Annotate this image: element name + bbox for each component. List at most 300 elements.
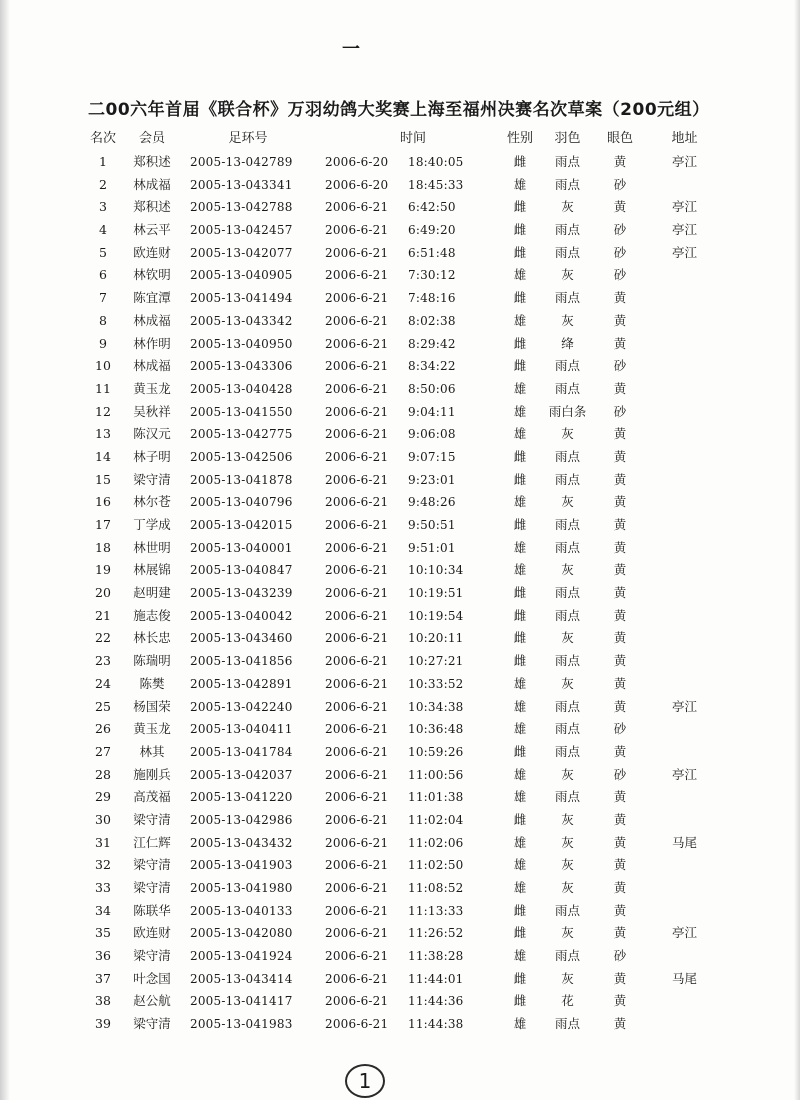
cell-clock: 9:06:08 bbox=[408, 427, 456, 442]
table-row bbox=[0, 786, 800, 809]
cell-ring: 2005-13-040847 bbox=[190, 563, 293, 578]
cell-clock: 11:26:52 bbox=[408, 926, 464, 941]
table-row bbox=[0, 922, 800, 945]
cell-sex: 雄 bbox=[513, 834, 527, 850]
table-row bbox=[0, 1013, 800, 1036]
cell-feather: 花 bbox=[561, 993, 574, 1009]
cell-rank: 33 bbox=[95, 880, 111, 895]
cell-feather: 灰 bbox=[561, 312, 574, 328]
cell-address: 亭江 bbox=[671, 766, 697, 782]
cell-date: 2006-6-21 bbox=[325, 676, 389, 691]
cell-eye: 黄 bbox=[613, 857, 627, 873]
cell-ring: 2005-13-040796 bbox=[190, 495, 293, 510]
footer-page-number: 1 bbox=[345, 1064, 385, 1098]
table-row bbox=[0, 696, 800, 719]
cell-rank: 1 bbox=[99, 154, 107, 169]
cell-feather: 灰 bbox=[561, 267, 574, 283]
cell-sex: 雄 bbox=[513, 789, 527, 805]
cell-eye: 黄 bbox=[613, 539, 627, 555]
cell-sex: 雌 bbox=[513, 290, 527, 306]
cell-feather: 雨点 bbox=[554, 448, 580, 464]
header-eye: 眼色 bbox=[606, 131, 633, 146]
cell-rank: 14 bbox=[95, 448, 111, 464]
cell-clock: 10:19:51 bbox=[408, 586, 464, 601]
cell-date: 2006-6-21 bbox=[325, 336, 389, 351]
cell-member: 江仁辉 bbox=[133, 834, 171, 850]
cell-date: 2006-6-21 bbox=[325, 903, 389, 918]
cell-sex: 雄 bbox=[513, 948, 527, 964]
cell-ring: 2005-13-042015 bbox=[190, 518, 293, 532]
cell-eye: 砂 bbox=[613, 222, 627, 238]
cell-clock: 11:44:36 bbox=[408, 994, 464, 1009]
cell-feather: 灰 bbox=[561, 426, 574, 442]
header-time: 时间 bbox=[399, 131, 426, 146]
cell-address: 马尾 bbox=[671, 970, 697, 986]
cell-eye: 砂 bbox=[613, 358, 627, 374]
cell-eye: 黄 bbox=[613, 517, 627, 532]
cell-member: 林其 bbox=[139, 743, 165, 759]
cell-eye: 黄 bbox=[613, 380, 627, 396]
cell-rank: 17 bbox=[95, 517, 111, 532]
cell-feather: 雨点 bbox=[554, 358, 580, 374]
cell-sex: 雄 bbox=[513, 380, 527, 396]
cell-member: 叶念国 bbox=[133, 970, 171, 986]
table-row bbox=[0, 650, 800, 673]
cell-ring: 2005-13-040001 bbox=[190, 540, 293, 555]
cell-eye: 黄 bbox=[613, 448, 627, 464]
cell-clock: 10:19:54 bbox=[408, 608, 464, 623]
cell-sex: 雌 bbox=[513, 335, 527, 351]
cell-feather: 雨点 bbox=[554, 698, 580, 714]
cell-clock: 8:02:38 bbox=[408, 313, 456, 328]
cell-ring: 2005-13-042775 bbox=[190, 427, 293, 442]
cell-feather: 灰 bbox=[561, 880, 574, 895]
cell-clock: 11:13:33 bbox=[408, 903, 464, 918]
cell-date: 2006-6-21 bbox=[325, 518, 389, 532]
cell-eye: 砂 bbox=[613, 403, 627, 419]
cell-date: 2006-6-21 bbox=[325, 404, 389, 419]
cell-ring: 2005-13-042240 bbox=[190, 699, 293, 714]
cell-ring: 2005-13-040950 bbox=[190, 336, 293, 351]
cell-feather: 雨点 bbox=[554, 154, 580, 169]
cell-ring: 2005-13-040133 bbox=[190, 903, 293, 918]
cell-sex: 雄 bbox=[513, 766, 527, 782]
cell-rank: 31 bbox=[95, 834, 111, 850]
cell-rank: 30 bbox=[95, 811, 111, 827]
cell-clock: 9:07:15 bbox=[408, 449, 456, 464]
cell-eye: 黄 bbox=[613, 426, 627, 442]
cell-date: 2006-6-21 bbox=[325, 608, 389, 623]
cell-eye: 砂 bbox=[613, 267, 627, 283]
cell-feather: 雨点 bbox=[554, 244, 580, 260]
cell-sex: 雌 bbox=[513, 585, 527, 601]
cell-feather: 灰 bbox=[561, 562, 574, 578]
cell-ring: 2005-13-041220 bbox=[190, 790, 293, 805]
cell-rank: 2 bbox=[99, 176, 107, 192]
cell-address: 亭江 bbox=[671, 154, 697, 169]
cell-eye: 黄 bbox=[613, 970, 627, 986]
cell-sex: 雄 bbox=[513, 675, 527, 691]
cell-rank: 37 bbox=[95, 970, 111, 986]
cell-address: 亭江 bbox=[671, 199, 697, 215]
cell-eye: 黄 bbox=[613, 312, 627, 328]
cell-rank: 38 bbox=[95, 993, 111, 1009]
cell-member: 林成福 bbox=[133, 358, 171, 374]
cell-date: 2006-6-21 bbox=[325, 495, 389, 510]
cell-rank: 10 bbox=[95, 358, 111, 374]
cell-eye: 黄 bbox=[613, 698, 627, 714]
cell-clock: 11:44:01 bbox=[408, 971, 464, 986]
cell-member: 黄玉龙 bbox=[133, 721, 171, 737]
cell-feather: 雨点 bbox=[554, 290, 580, 306]
cell-member: 林展锦 bbox=[133, 562, 171, 578]
cell-date: 2006-6-21 bbox=[325, 540, 389, 555]
header-rank: 名次 bbox=[89, 131, 116, 146]
cell-ring: 2005-13-043306 bbox=[190, 359, 293, 374]
cell-date: 2006-6-21 bbox=[325, 812, 389, 827]
cell-feather: 雨点 bbox=[554, 517, 580, 532]
table-row bbox=[0, 854, 800, 877]
cell-eye: 黄 bbox=[613, 743, 627, 759]
table-row bbox=[0, 423, 800, 446]
cell-date: 2006-6-21 bbox=[325, 767, 389, 782]
cell-rank: 25 bbox=[95, 698, 111, 714]
cell-rank: 8 bbox=[99, 312, 107, 328]
cell-date: 2006-6-21 bbox=[325, 381, 389, 396]
cell-clock: 11:38:28 bbox=[408, 949, 464, 964]
cell-rank: 29 bbox=[95, 789, 111, 805]
cell-eye: 黄 bbox=[613, 199, 627, 215]
cell-sex: 雌 bbox=[513, 222, 527, 238]
cell-member: 梁守清 bbox=[133, 811, 171, 827]
table-row bbox=[0, 151, 800, 174]
cell-eye: 黄 bbox=[613, 789, 627, 805]
cell-clock: 10:59:26 bbox=[408, 744, 464, 759]
cell-date: 2006-6-21 bbox=[325, 858, 389, 873]
cell-ring: 2005-13-043342 bbox=[190, 313, 293, 328]
cell-member: 欧连财 bbox=[133, 925, 171, 941]
cell-eye: 黄 bbox=[613, 675, 627, 691]
cell-feather: 雨点 bbox=[554, 948, 580, 964]
cell-ring: 2005-13-040411 bbox=[190, 722, 293, 737]
cell-date: 2006-6-21 bbox=[325, 586, 389, 601]
cell-eye: 黄 bbox=[613, 630, 627, 646]
cell-rank: 26 bbox=[95, 721, 111, 737]
cell-ring: 2005-13-041784 bbox=[190, 744, 293, 759]
cell-member: 陈瑞明 bbox=[133, 653, 171, 669]
cell-clock: 18:45:33 bbox=[408, 177, 464, 192]
cell-clock: 6:51:48 bbox=[408, 245, 456, 260]
cell-date: 2006-6-21 bbox=[325, 654, 389, 669]
cell-eye: 砂 bbox=[613, 721, 627, 737]
cell-clock: 7:30:12 bbox=[408, 268, 456, 283]
cell-ring: 2005-13-043432 bbox=[190, 835, 293, 850]
cell-sex: 雌 bbox=[513, 811, 527, 827]
cell-ring: 2005-13-042789 bbox=[190, 155, 293, 169]
cell-clock: 11:01:38 bbox=[408, 790, 464, 805]
cell-date: 2006-6-21 bbox=[325, 881, 389, 895]
cell-clock: 10:27:21 bbox=[408, 654, 464, 669]
cell-date: 2006-6-21 bbox=[325, 313, 389, 328]
cell-member: 陈联华 bbox=[133, 902, 171, 918]
cell-date: 2006-6-20 bbox=[325, 155, 389, 169]
cell-member: 吴秋祥 bbox=[133, 403, 171, 419]
cell-sex: 雄 bbox=[513, 857, 527, 873]
cell-sex: 雄 bbox=[513, 176, 527, 192]
cell-clock: 6:49:20 bbox=[408, 223, 456, 238]
cell-feather: 灰 bbox=[561, 857, 574, 873]
cell-eye: 黄 bbox=[613, 811, 627, 827]
cell-eye: 黄 bbox=[613, 154, 627, 169]
table-row bbox=[0, 537, 800, 560]
cell-eye: 黄 bbox=[613, 471, 627, 487]
cell-ring: 2005-13-041856 bbox=[190, 654, 293, 669]
cell-eye: 黄 bbox=[613, 607, 627, 623]
cell-address: 亭江 bbox=[671, 698, 697, 714]
cell-rank: 9 bbox=[99, 335, 107, 351]
cell-clock: 9:51:01 bbox=[408, 540, 456, 555]
cell-rank: 35 bbox=[95, 925, 111, 941]
cell-clock: 10:10:34 bbox=[408, 563, 464, 578]
cell-feather: 雨点 bbox=[554, 902, 580, 918]
header-member: 会员 bbox=[138, 131, 165, 146]
cell-eye: 砂 bbox=[613, 176, 627, 192]
cell-sex: 雌 bbox=[513, 743, 527, 759]
cell-sex: 雌 bbox=[513, 653, 527, 669]
cell-clock: 11:00:56 bbox=[408, 767, 464, 782]
cell-member: 杨国荣 bbox=[133, 698, 171, 714]
page-number: 一 bbox=[342, 39, 358, 60]
cell-clock: 9:04:11 bbox=[408, 404, 456, 419]
cell-eye: 砂 bbox=[613, 948, 627, 964]
table-row bbox=[0, 242, 800, 265]
cell-member: 林世明 bbox=[133, 539, 171, 555]
cell-sex: 雌 bbox=[513, 358, 527, 374]
cell-eye: 黄 bbox=[613, 585, 627, 601]
cell-sex: 雄 bbox=[513, 721, 527, 737]
cell-sex: 雌 bbox=[513, 630, 527, 646]
table-row bbox=[0, 559, 800, 582]
cell-eye: 黄 bbox=[613, 335, 627, 351]
table-row bbox=[0, 741, 800, 764]
cell-sex: 雄 bbox=[513, 494, 527, 510]
cell-ring: 2005-13-042077 bbox=[190, 245, 293, 260]
cell-sex: 雄 bbox=[513, 880, 527, 895]
cell-eye: 黄 bbox=[613, 494, 627, 510]
cell-address: 亭江 bbox=[671, 222, 697, 238]
cell-ring: 2005-13-042986 bbox=[190, 812, 293, 827]
cell-member: 梁守清 bbox=[133, 857, 171, 873]
table-header bbox=[0, 127, 800, 149]
cell-clock: 9:48:26 bbox=[408, 495, 456, 510]
cell-member: 郑积述 bbox=[133, 154, 171, 169]
cell-clock: 8:29:42 bbox=[408, 336, 456, 351]
cell-ring: 2005-13-041494 bbox=[190, 291, 293, 306]
cell-member: 陈汉元 bbox=[133, 426, 171, 442]
document-title: 二00六年首届《联合杯》万羽幼鸽大奖赛上海至福州决赛名次草案（200元组） bbox=[88, 100, 710, 120]
cell-clock: 11:02:06 bbox=[408, 835, 464, 850]
header-address: 地址 bbox=[671, 131, 698, 146]
cell-rank: 36 bbox=[95, 948, 111, 964]
cell-clock: 8:50:06 bbox=[408, 381, 456, 396]
cell-date: 2006-6-21 bbox=[325, 949, 389, 964]
cell-address: 马尾 bbox=[671, 834, 697, 850]
cell-clock: 6:42:50 bbox=[408, 200, 456, 215]
cell-ring: 2005-13-042891 bbox=[190, 676, 293, 691]
cell-feather: 雨点 bbox=[554, 585, 580, 601]
table-row bbox=[0, 469, 800, 492]
cell-member: 郑积述 bbox=[133, 199, 171, 215]
cell-rank: 23 bbox=[95, 653, 111, 669]
cell-sex: 雌 bbox=[513, 993, 527, 1009]
table-row bbox=[0, 264, 800, 287]
cell-ring: 2005-13-040428 bbox=[190, 381, 293, 396]
header-sex: 性别 bbox=[506, 131, 533, 146]
cell-feather: 灰 bbox=[561, 970, 574, 986]
cell-date: 2006-6-21 bbox=[325, 790, 389, 805]
cell-feather: 雨点 bbox=[554, 471, 580, 487]
cell-clock: 11:08:52 bbox=[408, 881, 464, 895]
cell-feather: 灰 bbox=[561, 834, 574, 850]
cell-rank: 32 bbox=[95, 857, 111, 873]
cell-clock: 10:20:11 bbox=[408, 631, 464, 646]
table-row bbox=[0, 627, 800, 650]
cell-feather: 灰 bbox=[561, 675, 574, 691]
cell-ring: 2005-13-041417 bbox=[190, 994, 293, 1009]
table-row bbox=[0, 333, 800, 356]
cell-date: 2006-6-21 bbox=[325, 200, 389, 215]
cell-feather: 雨点 bbox=[554, 607, 580, 623]
cell-member: 林钦明 bbox=[133, 267, 171, 283]
table-row bbox=[0, 764, 800, 787]
cell-ring: 2005-13-043414 bbox=[190, 971, 293, 986]
cell-ring: 2005-13-042506 bbox=[190, 449, 293, 464]
cell-sex: 雄 bbox=[513, 1016, 527, 1032]
cell-rank: 6 bbox=[99, 267, 107, 283]
cell-member: 林子明 bbox=[133, 448, 171, 464]
cell-eye: 黄 bbox=[613, 653, 627, 669]
cell-member: 林作明 bbox=[133, 335, 171, 351]
cell-feather: 灰 bbox=[561, 811, 574, 827]
cell-address: 亭江 bbox=[671, 244, 697, 260]
cell-rank: 16 bbox=[95, 494, 111, 510]
cell-date: 2006-6-21 bbox=[325, 1017, 389, 1032]
cell-eye: 黄 bbox=[613, 834, 627, 850]
table-row bbox=[0, 945, 800, 968]
cell-ring: 2005-13-041980 bbox=[190, 881, 293, 895]
cell-ring: 2005-13-043460 bbox=[190, 631, 293, 646]
cell-rank: 19 bbox=[95, 562, 111, 578]
cell-member: 梁守清 bbox=[133, 1016, 171, 1032]
cell-eye: 黄 bbox=[613, 902, 627, 918]
cell-date: 2006-6-20 bbox=[325, 177, 389, 192]
cell-sex: 雌 bbox=[513, 471, 527, 487]
table-row bbox=[0, 832, 800, 855]
cell-member: 林云平 bbox=[133, 222, 171, 238]
table-row bbox=[0, 514, 800, 537]
table-row bbox=[0, 219, 800, 242]
cell-date: 2006-6-21 bbox=[325, 835, 389, 850]
cell-feather: 雨点 bbox=[554, 222, 580, 238]
cell-member: 施志俊 bbox=[133, 607, 171, 623]
cell-feather: 灰 bbox=[561, 494, 574, 510]
cell-feather: 雨点 bbox=[554, 380, 580, 396]
table-row bbox=[0, 287, 800, 310]
cell-ring: 2005-13-042788 bbox=[190, 200, 293, 215]
cell-sex: 雄 bbox=[513, 403, 527, 419]
table-row bbox=[0, 310, 800, 333]
cell-sex: 雄 bbox=[513, 562, 527, 578]
cell-feather: 雨点 bbox=[554, 539, 580, 555]
cell-date: 2006-6-21 bbox=[325, 994, 389, 1009]
cell-feather: 灰 bbox=[561, 630, 574, 646]
cell-member: 高茂福 bbox=[133, 789, 171, 805]
cell-rank: 18 bbox=[95, 539, 111, 555]
cell-ring: 2005-13-042457 bbox=[190, 223, 293, 238]
cell-eye: 黄 bbox=[613, 925, 627, 941]
cell-rank: 34 bbox=[95, 902, 111, 918]
table-row bbox=[0, 605, 800, 628]
cell-clock: 11:02:04 bbox=[408, 812, 464, 827]
table-row bbox=[0, 446, 800, 469]
table-row bbox=[0, 968, 800, 991]
cell-ring: 2005-13-041983 bbox=[190, 1017, 293, 1032]
cell-member: 丁学成 bbox=[133, 517, 171, 532]
cell-eye: 黄 bbox=[613, 562, 627, 578]
cell-rank: 22 bbox=[95, 630, 111, 646]
cell-sex: 雌 bbox=[513, 448, 527, 464]
cell-member: 赵公航 bbox=[133, 993, 171, 1009]
cell-feather: 雨点 bbox=[554, 789, 580, 805]
cell-rank: 28 bbox=[95, 766, 111, 782]
cell-date: 2006-6-21 bbox=[325, 722, 389, 737]
cell-ring: 2005-13-042037 bbox=[190, 767, 293, 782]
cell-sex: 雌 bbox=[513, 244, 527, 260]
cell-feather: 绛 bbox=[561, 335, 574, 351]
cell-date: 2006-6-21 bbox=[325, 926, 389, 941]
cell-clock: 10:36:48 bbox=[408, 722, 464, 737]
cell-address: 亭江 bbox=[671, 925, 697, 941]
cell-eye: 砂 bbox=[613, 766, 627, 782]
cell-date: 2006-6-21 bbox=[325, 472, 389, 487]
cell-feather: 雨点 bbox=[554, 1016, 580, 1032]
cell-rank: 21 bbox=[95, 607, 111, 623]
cell-ring: 2005-13-040042 bbox=[190, 608, 293, 623]
cell-sex: 雄 bbox=[513, 698, 527, 714]
cell-ring: 2005-13-041903 bbox=[190, 858, 293, 873]
cell-sex: 雌 bbox=[513, 970, 527, 986]
cell-member: 陈宜潭 bbox=[133, 290, 171, 306]
cell-date: 2006-6-21 bbox=[325, 268, 389, 283]
cell-date: 2006-6-21 bbox=[325, 291, 389, 306]
cell-rank: 27 bbox=[95, 743, 111, 759]
cell-ring: 2005-13-042080 bbox=[190, 926, 293, 941]
cell-member: 施刚兵 bbox=[133, 766, 171, 782]
cell-ring: 2005-13-040905 bbox=[190, 268, 293, 283]
table-row bbox=[0, 491, 800, 514]
cell-member: 梁守清 bbox=[133, 948, 171, 964]
cell-rank: 12 bbox=[95, 403, 111, 419]
cell-member: 陈樊 bbox=[139, 675, 165, 691]
table-row bbox=[0, 990, 800, 1013]
cell-date: 2006-6-21 bbox=[325, 427, 389, 442]
cell-clock: 9:23:01 bbox=[408, 472, 456, 487]
cell-sex: 雌 bbox=[513, 902, 527, 918]
cell-rank: 3 bbox=[99, 199, 107, 215]
cell-member: 林成福 bbox=[133, 312, 171, 328]
cell-ring: 2005-13-041924 bbox=[190, 949, 293, 964]
table-row bbox=[0, 378, 800, 401]
